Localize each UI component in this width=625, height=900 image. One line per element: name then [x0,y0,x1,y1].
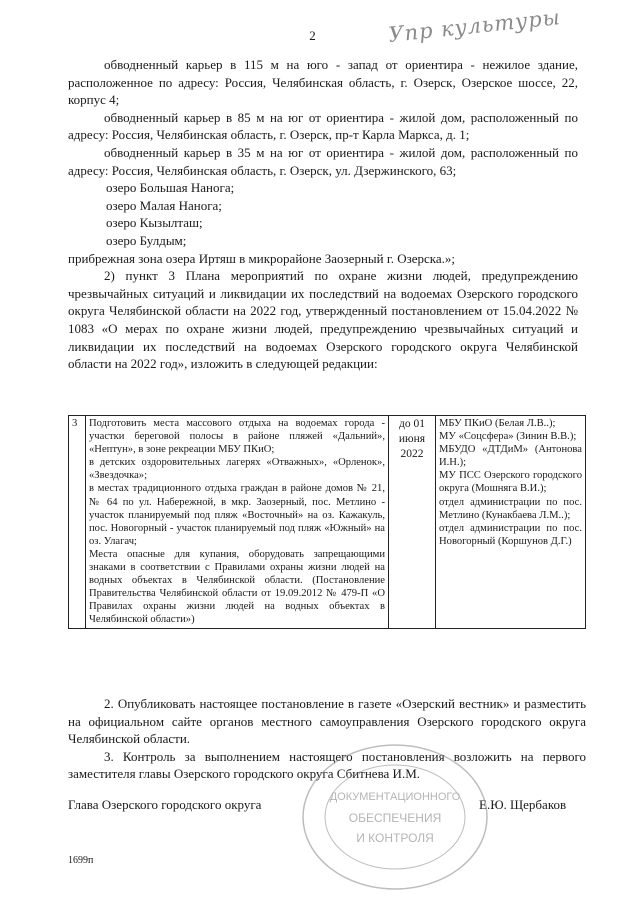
responsible-parties [436,416,586,629]
responsible-line: отдел администрации по пос. Метлино (Кунакбаева Л.М..); [439,496,582,521]
description-line: в местах традиционного отдыха граждан в районе домов № 21, № 64 по ул. Набережной, в мкр. Заозерный, пос. Метлино - участок планируемый под пляж «Восточный» на оз. Кажакуль, пос. Новогорный - участок планируемый под пляж «Южный» на оз. Улагач; [89,483,385,547]
stamp-line-2: ОБЕСПЕЧЕНИЯ [348,811,442,825]
paragraph-control: 3. Контроль за выполнением настоящего постановления возложить на первого заместителя главы Озерского городского округа Сбитнева И.М. [68,748,586,782]
paragraph-quarry-1: обводненный карьер в 115 м на юго - запад от ориентира - нежилое здание, расположенное по адресу: Россия, Челябинская область, г. Озерск, Озерское шоссе, 22, корпус 4; [68,57,578,108]
signatory-name: Е.Ю. Щербаков [479,797,567,812]
description-line: Места опасные для купания, оборудовать запрещающими знаками в соответствии с Правилами охраны жизни людей на водных объектах в Челябинской области. (Постановление Правительства Челябинской области от 19.09.2012 № 479-П «О Правилах охраны жизни людей на водных объектах в Челябинской области») [89,548,385,626]
stamp-line-3: И КОНТРОЛЯ [356,831,434,845]
paragraph-quarry-3: обводненный карьер в 35 м на юг от ориентира - жилой дом, расположенный по адресу: Россия, Челябинская область, г. Озерск, ул. Дзержинского, 63; [68,144,578,178]
measures-table [68,415,586,629]
lake-bolshaya-nanoga: озеро Большая Нанога; [106,180,235,196]
signatory-position: Глава Озерского городского округа [68,797,262,812]
description-line: Подготовить места массового отдыха на водоемах города - участки береговой полосы в районе пляжей «Дальний», «Нептун», в зоне рекреации МБУ ПКиО; [89,418,385,456]
document-body [68,56,578,373]
paragraph-irtyash: прибрежная зона озера Иртяш в микрорайоне Заозерный г. Озерска.»; [68,250,456,266]
responsible-line: МУ «Соцсфера» (Зинин В.В.); [439,431,577,443]
page-number: 2 [309,28,316,43]
paragraph-plan-item-3: 2) пункт 3 Плана мероприятий по охране жизни людей, предупреждению чрезвычайных ситуаций и ликвидации их последствий на водоемах Озерского городского округа Челябинской области на 2022 год, утвержденный постановлением от 15.04.2022 № 1083 «О мерах по охране жизни людей, предупреждению чрезвычайных ситуаций и ликвидации их последствий на водоемах Озерского городского округа Челябинской области на 2022 год», изложить в следующей редакции: [68,268,578,372]
document-code: 1699п [68,855,94,866]
responsible-line: МУ ПСС Озерского городского округа (Мошняга В.И.); [439,470,582,495]
paragraph-publish: 2. Опубликовать настоящее постановление в газете «Озерский вестник» и разместить на официальном сайте органов местного самоуправления Озерского городского округа Челябинской области. [68,696,586,747]
handwritten-note: Упр культуры [387,5,562,47]
table-row [69,416,586,629]
responsible-line: отдел администрации по пос. Новогорный (Коршунов Д.Г.) [439,522,582,547]
description-line: в детских оздоровительных лагерях «Отважных», «Орленок», «Звездочка»; [89,457,385,482]
row-number: 3 [69,416,86,629]
responsible-line: МБУДО «ДТДиМ» (Антонова И.Н.); [439,444,582,469]
deadline: до 01 июня 2022 [389,416,436,629]
measure-description [86,416,389,629]
responsible-line: МБУ ПКиО (Белая Л.В..); [439,418,556,429]
office-stamp [300,742,490,892]
stamp-line-1: ДОКУМЕНТАЦИОННОГО [329,791,461,803]
lake-buldym: озеро Булдым; [106,232,187,248]
lake-kyzyltash: озеро Кызылташ; [106,215,203,231]
lake-malaya-nanoga: озеро Малая Нанога; [106,197,222,213]
paragraph-quarry-2: обводненный карьер в 85 м на юг от ориентира - жилой дом, расположенный по адресу: Россия, Челябинская область, г. Озерск, пр-т Карла Маркса, д. 1; [68,109,578,143]
